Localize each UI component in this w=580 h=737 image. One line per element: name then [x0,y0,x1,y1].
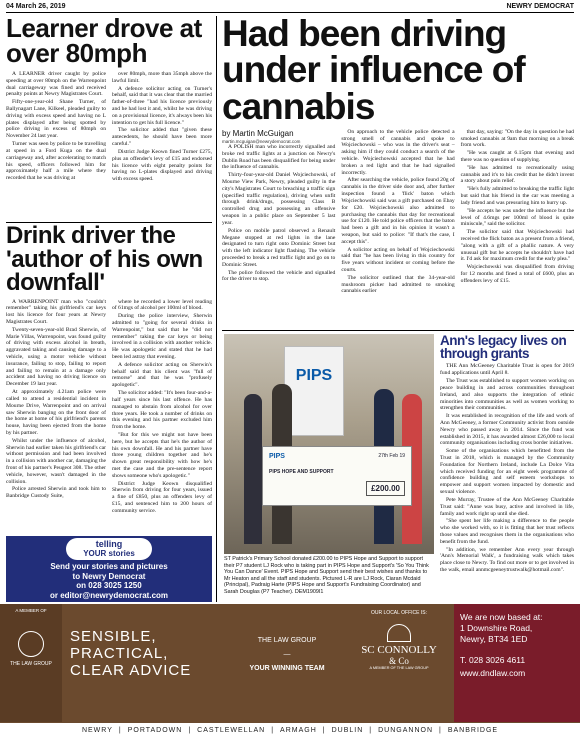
town-name: NEWRY [81,726,113,734]
town-name: CASTLEWELLAN [197,726,266,734]
story2-col1: A WARRENPOINT man who "couldn't remember" taking his girlfriend's car keys lost his licence for four years at Newry Magistrates Court. Twenty-seven-year-old Brad Sherwin, of Marie Villas, Warrenpoint, was found guilty of driving with excess alcohol in breath, aggravated taking and causing damage to a vehicle, using a motor vehicle without insurance, failing to stop, failing to report and failing to remain at a damage only accident and having no driving licence on December 19 last year. At approximately 4.21am police were called to attend a residential incident in Mourne Drive, Warrenpoint and on arrival saw Sherwin banging on the front door of the home at home of his girlfriend's parents house, having been ejected from the home by his partner. Whilst under the influence of alcohol, Sherwin had earlier taken his girlfriend's car without permission and had been involved in a collision with another car, damaging the front of his partner's Peugeot 308. The other vehicle, however, wasn't damaged in the collision. Police arrested Sherwin and took him to Banbridge Custody Suite, [6,298,106,500]
headline-learner: Learner drove at over 80mph [6,16,202,69]
website-link[interactable]: www.dndlaw.com [460,668,526,678]
pips-banner: PIPS [284,346,344,436]
telling-your-stories-box: telling YOUR stories Send your stories and pictures to Newry Democrat on 028 3025 1250 or editor@newrydemocrat.com [6,536,212,602]
photo-caption: ST Patrick's Primary School donated £200.00 to PIPS Hope and Support to support their P7 student LJ Rock who is taking part in PIPS Hope and Support's 'So You Think You Can Dance' Event. PIPS Hope and Support send their best wishes and thanks to Mr Heaton and all the staff and students. Pictured L-R are LJ Rock, Ciaran Mcdaid (Principal), Padraig Harte (PIPS Hope and Support's Fundraising Coordinator) and Sarah Douglas (P7 Teacher). DEM1909I1 [224,556,429,595]
editor-email-link[interactable]: or editor@newrydemocrat.com [49,590,169,600]
paper-name: NEWRY DEMOCRAT [506,3,574,10]
person [244,394,262,544]
headline-ann-legacy: Ann's legacy lives on through grants [440,334,567,362]
town-name: DUNGANNON [378,726,433,734]
byline-email[interactable]: martin.mcguigan@newrydemocrat.com [222,138,301,144]
story3-col1: by Martin McGuigan martin.mcguigan@newrydemocrat.com A POLISH man who incorrectly signalled and broke red traffic lights at a junction on Newry's Dublin Road has been disqualified for being under the influence of cannabis. Thirty-four-year-old Daniel Wojciechowski, of Mourne View Park, Newry, pleaded guilty in the city's Magistrates Court to breaching a traffic sign (specified traffic regulation), driving when unfit through drink/drugs, possessing Class B controlled drug and possessing an offensive weapon in a public place on September 5 last year. Police on mobile patrol observed a Renault Megane stopped at red lights in the lane designated to turn right onto Dominic Street but with the left indicator light flashing. The vehicle proceeded to break a red traffic light and go on to Dominic Street. The police followed the vehicle and signalled for the driver to stop. [222,128,336,283]
headline-drink-driver: Drink driver the 'author of his own downfall' [6,224,203,297]
story-learner [6,16,212,221]
column-divider [216,16,217,602]
story2-col2: where he recorded a lower level reading of 61mgs of alcohol per 100ml of blood. During the police interview, Sherwin admitted to "going for several drinks in Warrenpoint," but said that he "did not remember" taking the car keys or being involved in a collision with another vehicle. He was apologetic and stated that he had been led astray that evening. A defence solicitor acting on Sherwin's behalf said that his client was "full of remorse" and that he was "profusely apologetic". The solicitor added: "It's been four-and-a-half years since his last offence. He has managed to abstain from alcohol for over three years. He took a number of drinks on this evening and his partner excluded him from the home. "But for this we might not have been here, but he accepts that he's the author of his own downfall. He and his partner have three young children together and he's shown great responsibility with how he's met the case and the pre-sentence report shows someone who's apologetic." District Judge Keown disqualified Sherwin from driving for four years, issued a fine of £850, plus an offenders levy of £15, and sentenced him to 200 hours of community service. [112,298,212,514]
address-panel: We are now based at: 1 Downshire Road, Newry, BT34 1ED T. 028 3026 4611 www.dndlaw.com [454,604,580,722]
separator: | [439,726,442,734]
story1-col2: over 80mph, more than 35mph above the lawful limit. A defence solicitor acting on Turner's behalf, said that it was clear that the married father-of-three "had his licence previously and he had lost it and, whilst he was driving on a provisional licence, it's always been his intention to get his full licence." The solicitor added that "given these antecedents, he should have been more careful." District Judge Keown fined Turner £275, plus an offender's levy of £15 and endorsed his licence with eight penalty points for having no L-plates displayed and driving with excess speed. [112,70,212,183]
member-badge: A MEMBER OF THE LAW GROUP [0,604,62,722]
story-cannabis [222,16,574,328]
page-date: 04 March 26, 2019 [6,3,66,10]
town-name: PORTADOWN [127,726,183,734]
story-ann-legacy: Ann's legacy lives on through grants THE Ann McGeeney Charitable Trust is open for 2019 fund applications until April 8. The Trust was established to support women working on peace building in and across communities throughout Ireland, and also supports the integration of ethnic minorities into communities as well as women working to strengthen their communities. It was established in recognition of the life and work of Ann McGeeney, a former Community activist from outside Newry who passed away in 2014. Since the fund was established in 2015, it has awarded almost £26,000 to local community organisations including cross border initiatives. Some of the organisations which benefitted from the Trust in 2018, which is managed by the Community Foundation for Northern Ireland, include La Dolce Vita which received funding for an eight week programme of confidence building and self esteem workshops to empower and support women impacted by domestic and sexual violence. Pete Murray, Trustee of the Ann McGeeney Charitable Trust said: "Anne was busy, active and involved in life, family and work right up until she died. "She spent her life making a difference to the people who she worked with, so it is fitting that her trust reflects those values and recognises them in the organisations who benefit from the fund. "In addition, we remember Ann every year through 'Ann's Memorial Walk', a fundraising walk which takes place close to Newry. To find out more or to get involved in the walk, email annmcgeeneytrustwalk@hotmail.com". [440,334,574,573]
law-group-logo-icon [18,631,44,657]
advert-slogan: SENSIBLE, PRACTICAL, CLEAR ADVICE [70,628,192,679]
sc-connolly-panel: OUR LOCAL OFFICE IS: SC CONNOLLY & Co A MEMBER OF THE LAW GROUP [361,610,437,670]
town-name: ARMAGH [280,726,317,734]
separator: | [188,726,192,734]
town-name: DUBLIN [331,726,364,734]
byline: by Martin McGuigan [222,128,294,138]
law-group-advert [0,604,580,737]
town-name: BANBRIDGE [447,726,499,734]
office-towns-strip [0,722,580,737]
cheque-presentation-photo [224,334,434,554]
phone-number[interactable]: T. 028 3026 4611 [460,655,526,665]
separator: | [118,726,122,734]
divider [222,330,574,331]
headline-cannabis: Had been driving under influence of cannabis [222,16,525,127]
story-drink-driver [6,224,212,534]
divider [6,222,212,223]
story3-col3: that day, saying: "On the day in question he had smoked cannabis at 9am that morning on a break from work. "He was caught at 6.15pm that evening and there was no question of supplying. "He has admitted to recreationally using cannabis and it's to his credit that he didn't invent a story about pain relief. "He's fully admitted to breaking the traffic light but said that his friend in the car was meeting a lady friend and was pressuring him to hurry up. "He accepts he was under the influence but the level of 4.6mgs per 100ml of blood is quite miniscule," said the solicitor. The solicitor said that Wojciechowski had received the flick baton as a present from a friend, "along with a gift of a phallic nature. A very unusual gift but he accepts he shouldn't have had it. I'd ask for maximum credit for the early plea." Wojciechowski was disqualified from driving for 12 months and fined a total of £600, plus an offenders levy of £15. [460,128,574,284]
advert-tagline: THE LAW GROUP — YOUR WINNING TEAM [249,637,325,672]
telling-logo: telling YOUR stories [66,538,152,560]
story3-col2: On approach to the vehicle police detected a strong smell of cannabis and spoke to Wojciechowski – who was in the driver's seat – asking him if they could conduct a search of the vehicle. Wojciechowski accepted that he had broken a red light and that he had signalled incorrectly. After searching the vehicle, police found 20g of cannabis in the driver side door and, after further inspection found a 'flick' baton which Wojciechowski said was a gift purchased on Ebay for £20. Wojciechowski also admitted to purchasing the cannabis that day for recreational use for £120. He told police officers that the baton had been a gift and in his opinion it wasn't a weapon, but said to police: "If that's the case, I accept this". A solicitor acting on behalf of Wojciechowski said that "he has been living in this country for five years without incident or coming before the courts. The solicitor outlined that the 34-year-old mushroom picker had admitted to smoking cannabis earlier [341,128,455,295]
sc-connolly-logo-icon [387,624,411,642]
large-cheque: PIPS 27th Feb 19 PIPS HOPE AND SUPPORT £200.00 [262,446,412,506]
separator: | [369,726,373,734]
page-header [6,3,574,13]
separator: | [271,726,275,734]
separator: | [322,726,326,734]
story1-col1: A LEARNER driver caught by police speeding at over 80mph on the Warrenpoint dual carriageway was fined and received penalty points at Newry Magistrates Court. Fifty-one-year-old Shane Turner, of Ballynagart Lane, Kilkeel, pleaded guilty to driving with excess speed and having no L plates displayed after being spotted by police driving in excess of 80mph on November 24 last year. Turner was seen by police to be travelling at speed in a Ford Kuga on the dual carriageway and, after accelerating to match his speed, officers followed him for approximately half a mile where they recorded that he was driving at [6,70,106,182]
